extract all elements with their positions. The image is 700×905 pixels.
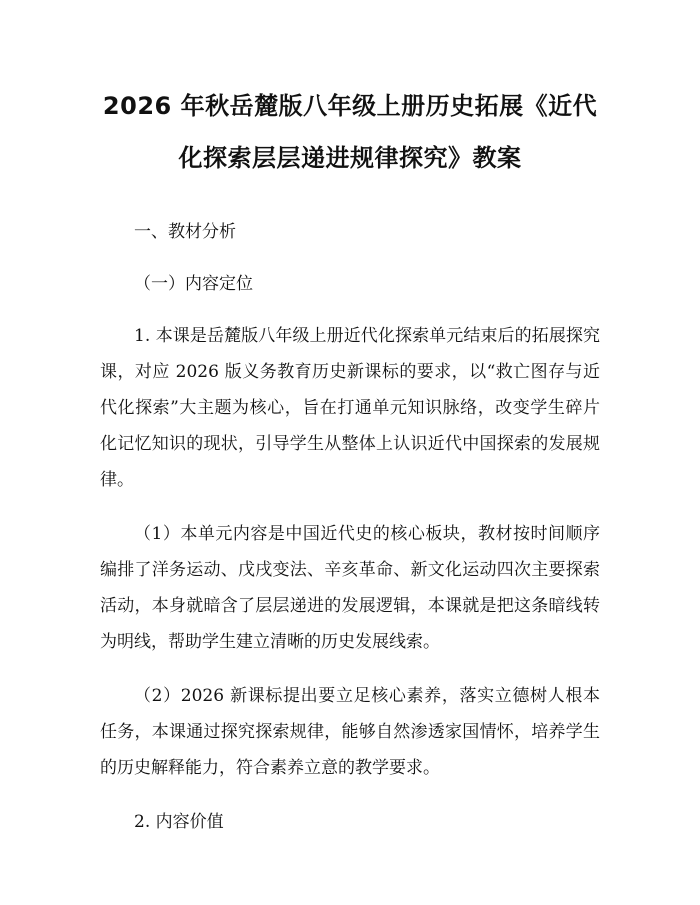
item-heading-content-value: 2. 内容价值 xyxy=(134,812,224,832)
title-line-1: 2026 年秋岳麓版八年级上册历史拓展《近代 xyxy=(102,92,598,120)
subsection-heading-content-positioning: （一）内容定位 xyxy=(134,274,253,294)
section-heading-textbook-analysis: 一、教材分析 xyxy=(134,222,236,242)
title-line-2: 化探索层层递进规律探究》教案 xyxy=(178,144,522,172)
paragraph-lesson-overview: 1. 本课是岳麓版八年级上册近代化探索单元结束后的拓展探究课，对应 2026 版义务教育历史新课标的要求，以“救亡图存与近代化探索”大主题为核心，旨在打通单元知识脉络，改变学生碎片化记忆知识的现状，引导学生从整体上认识近代中国探索的发展规律。 xyxy=(100,326,600,490)
paragraph-curriculum-standard: （2）2026 新课标提出要立足核心素养，落实立德树人根本任务，本课通过探究探索规律，能够自然渗透家国情怀，培养学生的历史解释能力，符合素养立意的教学要求。 xyxy=(100,686,600,778)
document-title xyxy=(100,80,600,184)
paragraph-unit-content: （1）本单元内容是中国近代史的核心板块，教材按时间顺序编排了洋务运动、戊戌变法、辛亥革命、新文化运动四次主要探索活动，本身就暗含了层层递进的发展逻辑，本课就是把这条暗线转为明线，帮助学生建立清晰的历史发展线索。 xyxy=(100,524,600,652)
